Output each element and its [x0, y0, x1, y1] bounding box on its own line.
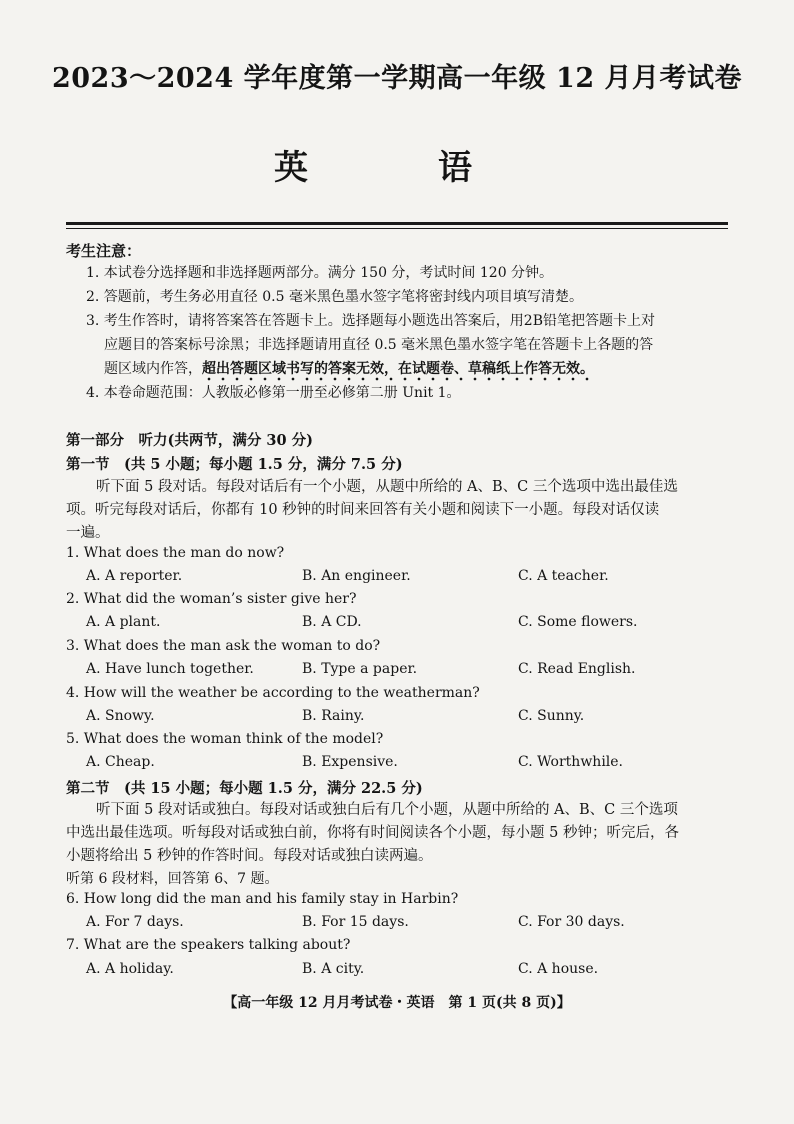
option-a: A. A plant.: [86, 614, 161, 630]
notice-item-4: 4. 本卷命题范围：人教版必修第一册至必修第二册 Unit 1。: [86, 385, 461, 401]
question-2: 2. What did the woman’s sister give her?: [66, 591, 357, 607]
subject-title: 英 语: [274, 148, 520, 188]
option-a: A. For 7 days.: [86, 914, 184, 930]
option-a: A. Cheap.: [86, 754, 155, 770]
option-c: C. Read English.: [518, 661, 636, 677]
question-5: 5. What does the woman think of the model?: [66, 731, 384, 747]
part1-heading: 第一部分 听力(共两节，满分 30 分): [66, 432, 313, 449]
notice-item-3-cont2: 题区域内作答，超出答题区域书写的答案无效，在试题卷、草稿纸上作答无效。: [86, 357, 726, 382]
question-6: 6. How long did the man and his family stay in Harbin?: [66, 891, 459, 907]
question-4: 4. How will the weather be according to the weatherman?: [66, 685, 480, 701]
option-b: B. For 15 days.: [302, 914, 409, 930]
question-1: 1. What does the man do now?: [66, 545, 285, 561]
notice-heading: 考生注意：: [66, 242, 142, 260]
header-rule-thin: [66, 228, 728, 229]
notice-item-3-cont: 应题目的答案标号涂黑；非选择题请用直径 0.5 毫米黑色墨水签字笔在答题卡上各题的答: [104, 337, 654, 353]
page-footer: 【高一年级 12 月月考试卷・英语 第 1 页(共 8 页)】: [223, 995, 571, 1011]
option-a: A. A reporter.: [86, 568, 183, 584]
option-b: B. Expensive.: [302, 754, 398, 770]
option-a: A. Have lunch together.: [86, 661, 254, 677]
question-3: 3. What does the man ask the woman to do?: [66, 638, 381, 654]
option-b: B. Type a paper.: [302, 661, 418, 677]
option-c: C. A teacher.: [518, 568, 609, 584]
question-7: 7. What are the speakers talking about?: [66, 937, 351, 953]
option-c: C. Some flowers.: [518, 614, 638, 630]
option-b: B. Rainy.: [302, 708, 365, 724]
option-b: B. A city.: [302, 961, 365, 977]
material-6-instruction: 听第 6 段材料，回答第 6、7 题。: [66, 871, 279, 887]
notice-item-2: 2. 答题前，考生务必用直径 0.5 毫米黑色墨水签字笔将密封线内项目填写清楚。: [86, 289, 583, 305]
section1-heading: 第一节 (共 5 小题；每小题 1.5 分，满分 7.5 分): [66, 456, 403, 473]
exam-title: 2023～2024 学年度第一学期高一年级 12 月月考试卷: [51, 63, 743, 94]
option-c: C. For 30 days.: [518, 914, 625, 930]
section2-heading: 第二节 (共 15 小题；每小题 1.5 分，满分 22.5 分): [66, 780, 423, 797]
option-c: C. Worthwhile.: [518, 754, 624, 770]
section2-instructions: 听下面 5 段对话或独白。每段对话或独白后有几个小题，从题中所给的 A、B、C 三个选项 中选出最佳选项。听每段对话或独白前，你将有时间阅读各个小题，每小题 5 秒钟；听完后，各 小题将给出 5 秒钟的作答时间。每段对话或独白读两遍。: [66, 802, 679, 864]
option-b: B. A CD.: [302, 614, 362, 630]
notice-item-1: 1. 本试卷分选择题和非选择题两部分。满分 150 分，考试时间 120 分钟。: [86, 265, 554, 281]
section1-instructions: 听下面 5 段对话。每段对话后有一个小题，从题中所给的 A、B、C 三个选项中选出最佳选 项。听完每段对话后，你都有 10 秒钟的时间来回答有关小题和阅读下一小题。每段对话仅读 一遍。: [66, 479, 678, 541]
option-a: A. Snowy.: [86, 708, 155, 724]
notice-warning: 超出答题区域书写的答案无效，在试题卷、草稿纸上作答无效。: [202, 361, 594, 382]
notice-item-3: 3. 考生作答时，请将答案答在答题卡上。选择题每小题选出答案后，用2B铅笔把答题卡上对: [86, 313, 656, 329]
option-b: B. An engineer.: [302, 568, 411, 584]
header-rule-thick: [66, 222, 728, 225]
option-c: C. Sunny.: [518, 708, 585, 724]
option-a: A. A holiday.: [86, 961, 174, 977]
option-c: C. A house.: [518, 961, 599, 977]
